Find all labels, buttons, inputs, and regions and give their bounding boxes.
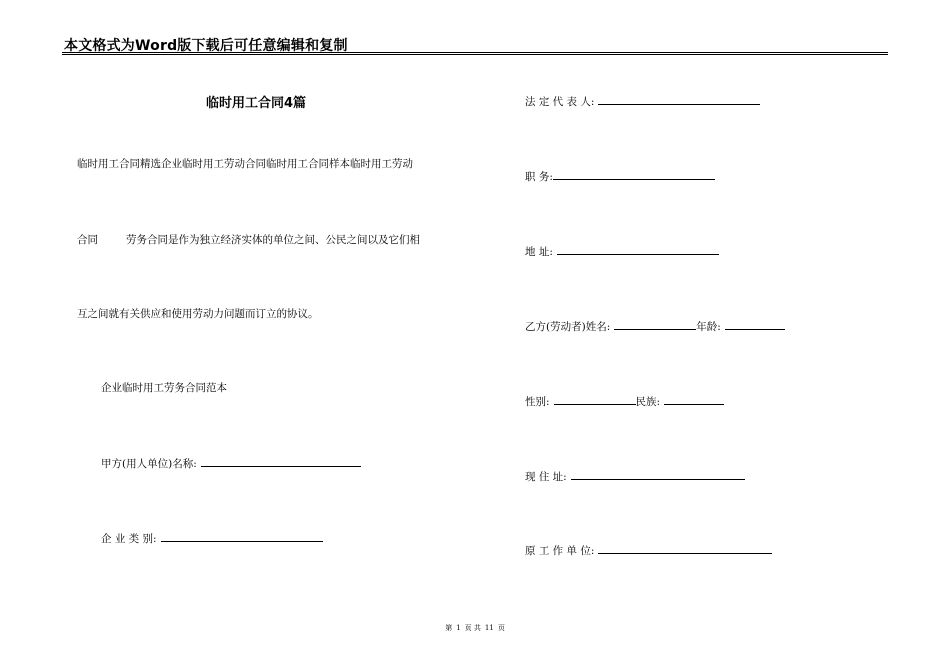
current-address-row <box>525 469 745 484</box>
enterprise-type-label: 企 业 类 别: <box>101 533 157 545</box>
address-field[interactable] <box>557 244 719 255</box>
legal-rep-field[interactable] <box>598 94 760 105</box>
gender-row <box>525 394 724 409</box>
party-a-name-row <box>101 456 361 471</box>
party-a-name-field[interactable] <box>201 456 361 467</box>
footer-page-total: 11 <box>484 624 494 632</box>
address-row <box>525 244 719 259</box>
footer-page-prefix: 第 <box>445 624 453 632</box>
former-employer-label: 原 工 作 单 位: <box>525 545 595 557</box>
legal-rep-label: 法 定 代 表 人: <box>525 96 595 108</box>
position-label: 职 务: <box>525 171 553 183</box>
header-rule <box>62 52 888 53</box>
gender-field[interactable] <box>554 394 636 405</box>
intro-line-2-rest: 劳务合同是作为独立经济实体的单位之间、公民之间以及它们相 <box>126 234 420 246</box>
gender-label: 性别: <box>525 396 550 408</box>
intro-line-1: 临时用工合同精选企业临时用工劳动合同临时用工合同样本临时用工劳动 <box>77 158 413 170</box>
footer-page-suffix: 页 <box>497 624 505 632</box>
ethnicity-field[interactable] <box>664 394 724 405</box>
party-b-name-field[interactable] <box>614 319 696 330</box>
age-field[interactable] <box>725 319 785 330</box>
former-employer-field[interactable] <box>598 543 772 554</box>
former-employer-row <box>525 543 772 558</box>
intro-line-2 <box>77 232 420 247</box>
page-footer <box>0 623 950 633</box>
address-label: 地 址: <box>525 246 553 258</box>
header-rule-secondary <box>62 54 888 55</box>
enterprise-type-row <box>101 531 323 546</box>
footer-page-number: 1 <box>456 624 461 632</box>
intro-line-3: 互之间就有关供应和使用劳动力问题而订立的协议。 <box>77 308 319 320</box>
legal-rep-row <box>525 94 760 109</box>
party-a-name-label: 甲方(用人单位)名称: <box>101 458 197 470</box>
age-label: 年龄: <box>696 321 721 333</box>
footer-page-mid: 页 共 <box>464 624 481 632</box>
position-row <box>525 169 715 184</box>
party-b-row <box>525 319 785 334</box>
document-header: 本文格式为Word版下载后可任意编辑和复制 <box>64 38 348 54</box>
current-address-field[interactable] <box>571 469 745 480</box>
section-heading: 企业临时用工劳务合同范本 <box>101 382 227 394</box>
ethnicity-label: 民族: <box>635 396 661 408</box>
enterprise-type-field[interactable] <box>161 531 323 542</box>
intro-line-2-start: 合同 <box>77 234 98 246</box>
party-b-name-label: 乙方(劳动者)姓名: <box>525 321 611 333</box>
position-field[interactable] <box>553 169 715 180</box>
current-address-label: 现 住 址: <box>525 471 567 483</box>
document-title: 临时用工合同4篇 <box>206 96 307 111</box>
